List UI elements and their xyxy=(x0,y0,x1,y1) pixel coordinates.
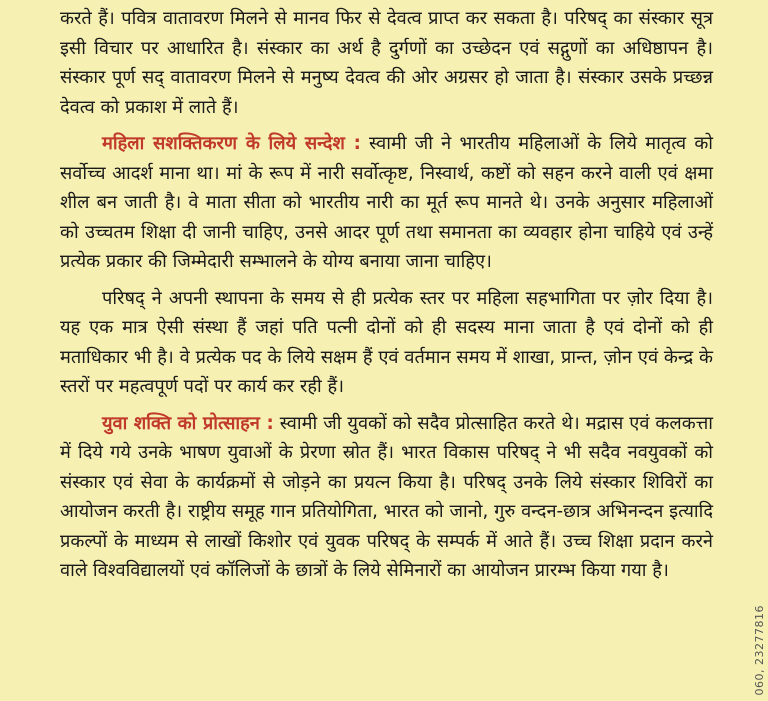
section-heading-mahila: महिला सशक्तिकरण के लिये सन्देश : xyxy=(102,133,361,154)
side-phone-note: 060, 23277816 xyxy=(753,604,766,695)
paragraph-parishad-text: परिषद् ने अपनी स्थापना के समय से ही प्रत्येक स्तर पर महिला सहभागिता पर ज़ोर दिया है। यह एक मात्र ऐसी संस्था हैं जहां पति पत्नी दोनों को ही सदस्य माना जाता है एवं दोनों को ही मताधिकार भी है। वे प्रत्येक पद के लिये सक्षम हैं एवं वर्तमान समय में शाखा, प्रान्त, ज़ोन एवं केन्द्र के स्तरों पर महत्वपूर्ण पदों पर कार्य कर रही हैं। xyxy=(60,287,713,397)
paragraph-sanskar xyxy=(60,4,713,122)
paragraph-parishad-mahila xyxy=(60,284,713,402)
document-page xyxy=(60,4,713,586)
paragraph-yuva-text: स्वामी जी युवकों को सदैव प्रोत्साहित करते थे। मद्रास एवं कलकत्ता में दिये गये उनके भाषण युवाओं के प्रेरणा स्रोत हैं। भारत विकास परिषद् ने भी सदैव नवयुवकों को संस्कार एवं सेवा के कार्यक्रमों से जोड़ने का प्रयत्न किया है। परिषद् उनके लिये संस्कार शिविरों का आयोजन करती है। राष्ट्रीय समूह गान प्रतियोगिता, भारत को जानो, गुरु वन्दन-छात्र अभिनन्दन इत्यादि प्रकल्पों के माध्यम से लाखों किशोर एवं युवक परिषद् के सम्पर्क में आते हैं। उच्च शिक्षा प्रदान करने वाले विश्वविद्यालयों एवं कॉलिजों के छात्रों के लिये सेमिनारों का आयोजन प्रारम्भ किया गया है। xyxy=(60,412,713,581)
paragraph-sanskar-text: करते हैं। पवित्र वातावरण मिलने से मानव फिर से देवत्व प्राप्त कर सकता है। परिषद् का संस्कार सूत्र इसी विचार पर आधारित है। संस्कार का अर्थ है दुर्गणों का उच्छेदन एवं सद्गुणों का अधिष्ठापन है। संस्कार पूर्ण सद् वातावरण मिलने से मनुष्य देवत्व की ओर अग्रसर हो जाता है। संस्कार उसके प्रच्छन्न देवत्व को प्रकाश में लाते हैं। xyxy=(60,8,713,118)
paragraph-mahila-text: स्वामी जी ने भारतीय महिलाओं के लिये मातृत्व को सर्वोच्च आदर्श माना था। मां के रूप में नारी सर्वोत्कृष्ट, निस्वार्थ, कष्टों को सहन करने वाली एवं क्षमा शील बन जाती है। वे माता सीता को भारतीय नारी का मूर्त रूप मानते थे। उनके अनुसार महिलाओं को उच्चतम शिक्षा दी जानी चाहिए, उनसे आदर पूर्ण तथा समानता का व्यवहार होना चाहिये एवं उन्हें प्रत्येक प्रकार की जिम्मेदारी सम्भालने के योग्य बनाया जाना चाहिए। xyxy=(60,133,713,272)
paragraph-yuva-shakti xyxy=(60,409,713,586)
paragraph-mahila-sashaktikaran xyxy=(60,129,713,277)
section-heading-yuva: युवा शक्ति को प्रोत्साहन : xyxy=(102,412,274,434)
